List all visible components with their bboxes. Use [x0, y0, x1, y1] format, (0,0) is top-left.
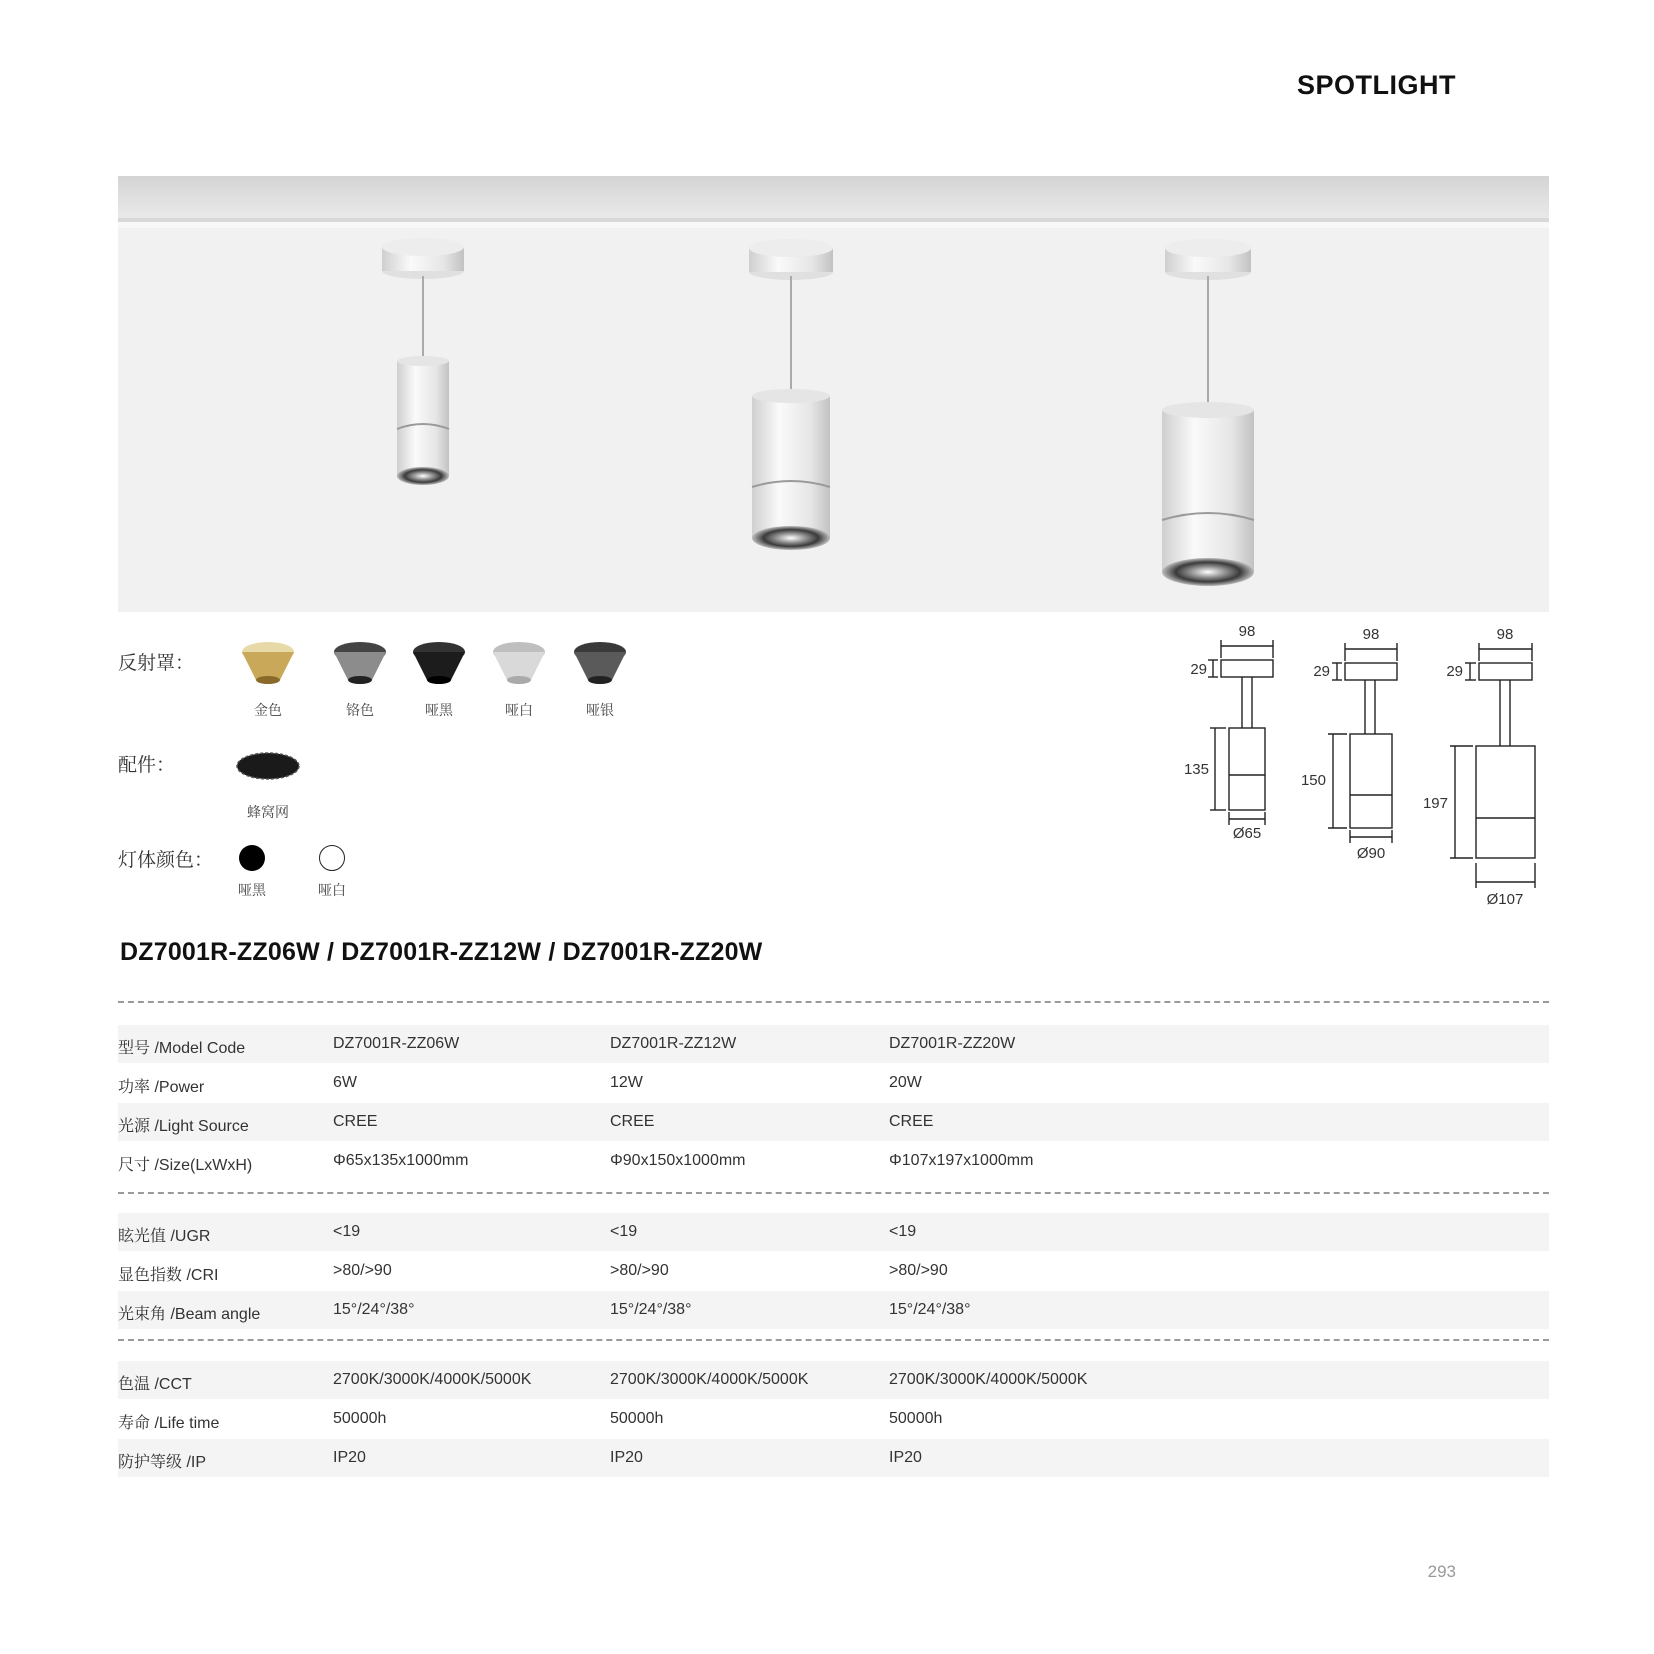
dim-cap-2: 29	[1313, 663, 1330, 680]
pendant-lamp-small	[382, 238, 464, 485]
reflector-swatch-matte-black	[399, 640, 479, 690]
spec-row: 防护等级 /IP IP20 IP20 IP20	[118, 1439, 1549, 1477]
dim-height-3: 197	[1422, 795, 1448, 812]
reflector-name: 哑黑	[425, 702, 453, 718]
reflector-swatch-chrome	[320, 640, 400, 690]
reflector-name: 哑白	[505, 702, 533, 718]
pendant-lamp-medium	[749, 239, 833, 550]
body-color-label: 灯体颜色：	[118, 850, 214, 871]
reflector-label: 反射罩：	[118, 653, 195, 674]
spec-row: 光束角 /Beam angle 15°/24°/38° 15°/24°/38° 15°/24°/38°	[118, 1291, 1549, 1329]
dim-height-1: 135	[1183, 761, 1209, 778]
divider	[118, 1192, 1549, 1194]
accessory-name: 蜂窝网	[247, 804, 289, 820]
spec-row: 尺寸 /Size(LxWxH) Φ65x135x1000mm Φ90x150x1000mm Φ107x197x1000mm	[118, 1152, 1034, 1174]
reflector-swatch-matte-white	[479, 640, 559, 690]
dim-cap-1: 29	[1190, 661, 1207, 678]
dim-diameter-1: Ø65	[1232, 825, 1262, 842]
model-heading: DZ7001R-ZZ06W / DZ7001R-ZZ12W / DZ7001R-ZZ20W	[120, 938, 763, 966]
dim-diameter-2: Ø90	[1356, 845, 1386, 862]
reflector-swatch-gold	[228, 640, 308, 690]
dim-diameter-3: Ø107	[1486, 891, 1524, 908]
body-color-name: 哑黑	[238, 882, 266, 898]
spec-row: 眩光值 /UGR <19 <19 <19	[118, 1213, 1549, 1251]
honeycomb-mesh-swatch	[228, 748, 308, 789]
technical-drawings	[1180, 620, 1560, 915]
dim-cap-3: 29	[1446, 663, 1463, 680]
divider	[118, 1339, 1549, 1341]
reflector-swatch-matte-silver	[560, 640, 640, 690]
dim-width-3: 98	[1496, 626, 1514, 643]
product-hero-image	[118, 176, 1549, 612]
accessory-label: 配件：	[118, 755, 176, 776]
dim-height-2: 150	[1300, 772, 1326, 789]
body-color-swatch-black	[239, 845, 265, 871]
divider	[118, 1001, 1549, 1003]
dim-width-2: 98	[1362, 626, 1380, 643]
spec-row: 功率 /Power 6W 12W 20W	[118, 1074, 922, 1096]
reflector-name: 哑银	[586, 702, 614, 718]
page-number: 293	[1427, 1562, 1456, 1581]
spec-row: 寿命 /Life time 50000h 50000h 50000h	[118, 1410, 943, 1432]
body-color-name: 哑白	[318, 882, 346, 898]
pendant-lamp-large	[1162, 239, 1254, 586]
spec-row: 型号 /Model Code DZ7001R-ZZ06W DZ7001R-ZZ12W DZ7001R-ZZ20W	[118, 1025, 1549, 1063]
section-title: SPOTLIGHT	[1297, 70, 1456, 100]
spec-row: 显色指数 /CRI >80/>90 >80/>90 >80/>90	[118, 1262, 948, 1284]
reflector-name: 金色	[254, 702, 282, 718]
body-color-swatch-white	[319, 845, 345, 871]
reflector-name: 铬色	[346, 702, 374, 718]
spec-row: 色温 /CCT 2700K/3000K/4000K/5000K 2700K/3000K/4000K/5000K 2700K/3000K/4000K/5000K	[118, 1361, 1549, 1399]
spec-row: 光源 /Light Source CREE CREE CREE	[118, 1103, 1549, 1141]
dim-width-1: 98	[1238, 623, 1256, 640]
